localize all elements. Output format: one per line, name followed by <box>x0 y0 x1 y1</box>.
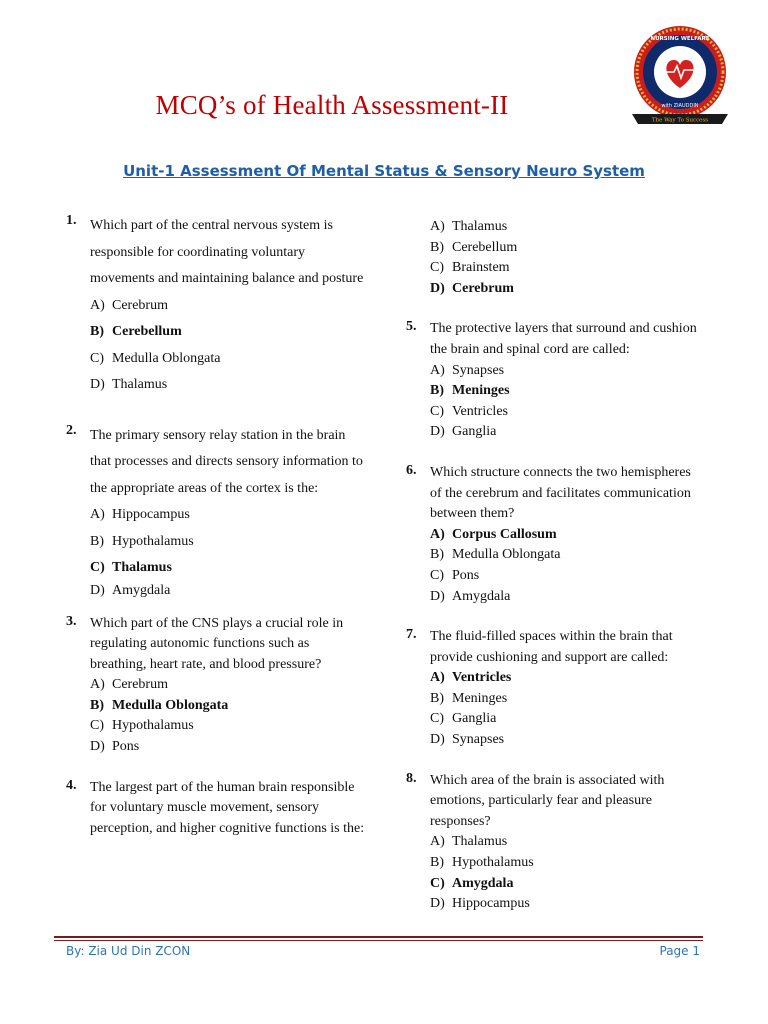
option-a-correct: A) Ventricles <box>430 670 512 686</box>
question-6 <box>406 463 706 607</box>
option-a: A) Hippocampus <box>90 507 190 522</box>
logo-sub-text: with ZIAUDDIN <box>661 103 699 109</box>
option-c: C) Brainstem <box>430 260 510 276</box>
option-b-correct: B) Medulla Oblongata <box>90 697 229 713</box>
question-number: 3. <box>66 613 77 629</box>
question-number: 2. <box>66 422 77 438</box>
option-c: C) Pons <box>430 567 480 583</box>
option-d: D) Thalamus <box>90 377 168 392</box>
option-d: D) Synapses <box>430 732 505 748</box>
footer-rule-thick <box>54 936 703 938</box>
nursing-welfare-logo <box>618 22 742 134</box>
question-8 <box>406 771 706 915</box>
question-number: 4. <box>66 777 77 793</box>
logo-banner-text: The Way To Success <box>651 117 709 124</box>
left-column <box>66 213 366 853</box>
right-column <box>406 213 706 929</box>
option-b: B) Medulla Oblongata <box>430 547 561 563</box>
option-b: B) Hypothalamus <box>430 855 534 871</box>
question-number: 7. <box>406 627 417 643</box>
option-a: A) Thalamus <box>430 834 508 850</box>
option-a: A) Synapses <box>430 362 505 378</box>
question-4-options <box>406 217 706 299</box>
question-number: 1. <box>66 213 77 228</box>
option-a: A) Cerebrum <box>90 677 168 693</box>
option-b-correct: B) Cerebellum <box>90 324 182 339</box>
option-d: D) Amygdala <box>90 582 171 598</box>
question-text: Which area of the brain is associated with emotions, particularly fear and pleasure responses? <box>430 772 665 829</box>
option-b: B) Hypothalamus <box>90 533 194 549</box>
option-a: A) Cerebrum <box>90 297 168 313</box>
option-a-correct: A) Corpus Callosum <box>430 526 557 542</box>
question-7 <box>406 627 706 751</box>
footer-rule-thin <box>54 940 703 941</box>
question-text: The fluid-filled spaces within the brain that provide cushioning and support are called: <box>430 629 673 665</box>
question-4 <box>66 778 366 840</box>
option-c-correct: C) Thalamus <box>90 560 172 575</box>
option-c-correct: C) Amygdala <box>430 875 514 891</box>
question-text: The largest part of the human brain responsible for voluntary muscle movement, sensory perception, and higher cognitive functions is the: <box>90 779 365 836</box>
option-d: D) Amygdala <box>430 588 511 604</box>
question-text: Which structure connects the two hemispheres of the cerebrum and facilitates communication between them? <box>430 464 691 522</box>
option-c: C) Medulla Oblongata <box>90 350 221 366</box>
question-5 <box>406 319 706 443</box>
footer-page-number: Page 1 <box>659 944 700 958</box>
footer-author: By: Zia Ud Din ZCON <box>66 944 191 958</box>
option-b: B) Meninges <box>430 690 508 706</box>
option-a: A) Thalamus <box>430 219 508 234</box>
unit-heading[interactable]: Unit-1 Assessment Of Mental Status & Sensory Neuro System <box>123 162 645 180</box>
option-d: D) Pons <box>90 739 140 755</box>
question-text: The primary sensory relay station in the brain that processes and directs sensory information to the appropriate areas of the cortex is the: <box>90 427 363 496</box>
question-2 <box>66 423 366 600</box>
question-number: 6. <box>406 462 417 478</box>
question-3 <box>66 614 366 758</box>
question-1 <box>66 213 366 399</box>
question-number: 8. <box>406 770 417 786</box>
question-number: 5. <box>406 319 417 335</box>
page-title: MCQ’s of Health Assessment-II <box>155 90 509 120</box>
question-text: The protective layers that surround and cushion the brain and spinal cord are called: <box>430 321 697 357</box>
option-d: D) Hippocampus <box>430 896 530 912</box>
option-c: C) Hypothalamus <box>90 718 194 734</box>
option-c: C) Ganglia <box>430 711 497 727</box>
question-text: Which part of the CNS plays a crucial role in regulating autonomic functions such as breathing, heart rate, and blood pressure? <box>90 615 344 672</box>
option-d-correct: D) Cerebrum <box>430 280 514 296</box>
option-d: D) Ganglia <box>430 424 497 440</box>
option-b: B) Cerebellum <box>430 239 518 255</box>
option-b-correct: B) Meninges <box>430 383 510 399</box>
question-text: Which part of the central nervous system is responsible for coordinating voluntary movements and maintaining balance and posture <box>90 218 364 286</box>
logo-ring-text: NURSING WELFARE <box>650 36 710 42</box>
option-c: C) Ventricles <box>430 403 508 419</box>
